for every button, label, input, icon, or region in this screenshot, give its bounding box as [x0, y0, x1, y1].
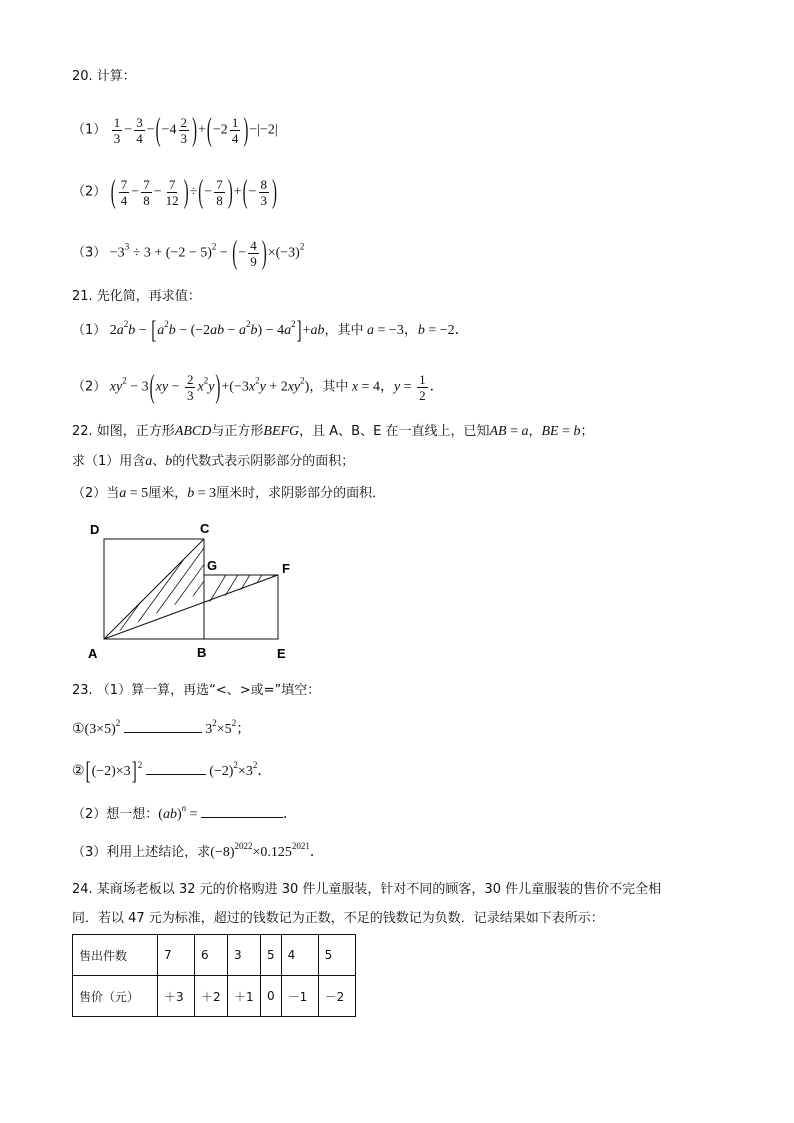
q22-line3-c: 厘米时，求阴影部分的面积．	[216, 486, 386, 501]
q23-part1-2: $②[(-2)\times 3]^2$ $(-2)^2\times 3^2$．	[72, 758, 272, 786]
q23-part3: （3）利用上述结论，求$(-8)^{2022}\times 0.125^{2021}$．	[72, 841, 324, 860]
q21-p1-label: （1）	[72, 323, 107, 339]
q22-line2: 求（1）用含a、b的代数式表示阴影部分的面积；	[72, 454, 355, 469]
table-cell: ＋1	[228, 976, 261, 1017]
table-cell: 5	[318, 935, 355, 976]
q20-part3: $(3) -3^3 \div 3 + (-2 - 5)^2$ − (− $\frac{4}{9}$ )$\times(-3)^2$	[72, 235, 305, 272]
q20-part2: （2） ( $\frac{7}{4}$ − $\frac{7}{8}$ − $\frac{7}{12}$ )÷(− $\frac{7}{8}$ )+(− $\frac{8}{3}$ )	[72, 174, 277, 211]
table-cell: －2	[318, 976, 355, 1017]
answer-blank-2[interactable]	[146, 760, 206, 775]
table-header-price: 售价（元）	[73, 976, 158, 1017]
q23-part2: （2）想一想：(ab)$^n$ = ．	[72, 803, 298, 822]
table-header-count: 售出件数	[73, 935, 158, 976]
q22-befg: BEFG	[263, 424, 300, 439]
q22-line1-d: ，	[528, 424, 542, 439]
q21-p2-label: （2）	[72, 379, 107, 395]
q22-abcd: ABCD	[174, 424, 212, 439]
hatch-1	[100, 548, 264, 658]
label-g: G	[207, 558, 218, 573]
q22-line2-b: 、	[152, 454, 166, 469]
q22-line3-b: 厘米，	[148, 486, 188, 501]
q21-part2: （2） $xy^2 - 3(xy$ − $\frac{2}{3}$ $x^2y)+(-3x^2y + 2xy^2)$，其中 x = 4，y = $\frac{1}{2}$ ．	[72, 369, 444, 406]
q21-part1: （1） $2a^2b - [a^2b - (-2ab - a^2b) - 4a^2]+ab$，其中 a = −3，b = −2．	[72, 317, 469, 345]
q24-line1: 24. 某商场老板以 32 元的价格购进 30 件儿童服装，针对不同的顾客，30 件儿童服装的售价不完全相	[72, 882, 662, 897]
q21-p1-cond: ，其中	[324, 323, 364, 339]
table-row	[73, 976, 356, 1017]
answer-blank-3[interactable]	[201, 803, 283, 818]
label-e: E	[277, 646, 286, 661]
q23-p3-label: （3）利用上述结论，求	[72, 845, 211, 860]
table-cell: 7	[158, 935, 195, 976]
q22-line1-b: 与正方形	[211, 424, 264, 439]
sales-table	[72, 934, 356, 1017]
q22-figure	[80, 518, 310, 666]
label-f: F	[282, 561, 290, 576]
q21-title: 21. 先化简，再求值：	[72, 289, 201, 304]
answer-blank-1[interactable]	[124, 718, 202, 733]
q20-p2-label: （2）	[72, 184, 107, 200]
q20-part1: （1） $\frac{1}{3}$ − $\frac{3}{4}$ −(−4 $\frac{2}{3}$ )+(−2 $\frac{1}{4}$ )−|−2|	[72, 112, 278, 149]
diagonal-ac	[104, 539, 204, 639]
table-cell: 0	[261, 976, 282, 1017]
q20-p1-label: （1）	[72, 122, 107, 138]
q22-line2-c: 的代数式表示阴影部分的面积；	[172, 454, 355, 469]
table-cell: ＋2	[195, 976, 228, 1017]
q24-line2: 同．若以 47 元为标准，超过的钱数记为正数，不足的钱数记为负数．记录结果如下表所示：	[72, 911, 604, 926]
table-cell: －1	[281, 976, 318, 1017]
q20-title: 20. 计算：	[72, 69, 136, 84]
table-cell: 5	[261, 935, 282, 976]
q23-part1-1: $①(3\times 5)^2$ $3^2\times 5^2$；	[72, 718, 251, 737]
label-a: A	[88, 646, 98, 661]
label-b: B	[197, 645, 207, 660]
line-af	[104, 575, 278, 639]
table-cell: 4	[281, 935, 318, 976]
table-cell: ＋3	[158, 976, 195, 1017]
table-row	[73, 935, 356, 976]
table-cell: 3	[228, 935, 261, 976]
label-c: C	[200, 521, 210, 536]
q23-title: 23. （1）算一算，再选“<、>或=”填空：	[72, 683, 321, 698]
q21-p2-cond: ，其中	[309, 379, 349, 395]
label-d: D	[90, 522, 100, 537]
q22-line3-a: （2）当	[72, 486, 120, 501]
q22-line2-a: 求（1）用含	[72, 454, 146, 469]
q22-line3: （2）当a = 5厘米，b = 3厘米时，求阴影部分的面积．	[72, 486, 386, 501]
square-befg	[204, 575, 278, 639]
q20-p3-label: （3）	[72, 245, 107, 261]
table-cell: 6	[195, 935, 228, 976]
q22-line1: 22. 如图，正方形ABCD与正方形BEFG，且 A、B、E 在一直线上，已知AB = a，BE = b；	[72, 424, 594, 439]
q22-line1-a: 22. 如图，正方形	[72, 424, 175, 439]
q22-line1-c: ，且 A、B、E 在一直线上，已知	[299, 424, 490, 439]
q23-p2-label: （2）想一想：	[72, 807, 159, 822]
